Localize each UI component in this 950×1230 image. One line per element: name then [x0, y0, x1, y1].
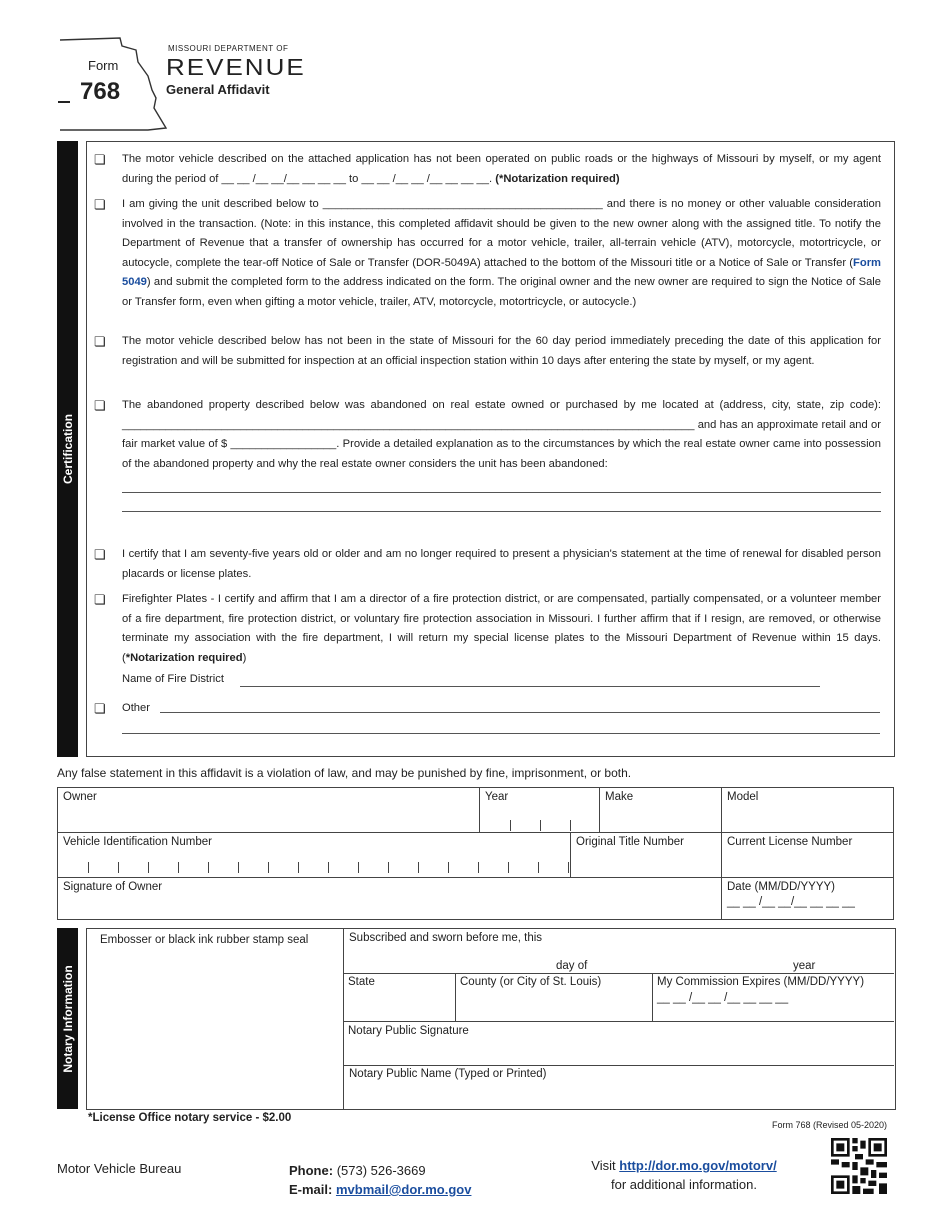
notary-county-field[interactable] [455, 973, 653, 1022]
form-number: 768 [80, 78, 121, 105]
vin-character-divider [508, 862, 509, 873]
contact-info [289, 1161, 471, 1199]
cert-item-other [94, 699, 881, 719]
vin-label: Vehicle Identification Number [63, 836, 212, 848]
notary-name-label: Notary Public Name (Typed or Printed) [349, 1068, 547, 1080]
email-link[interactable]: mvbmail@dor.mo.gov [335, 1182, 472, 1197]
other-line-2[interactable] [122, 733, 880, 734]
checkbox-gift[interactable]: ❏ [94, 197, 106, 212]
other-line-1[interactable] [160, 712, 880, 713]
website-info [584, 1156, 784, 1194]
checkbox-seventy-five[interactable]: ❏ [94, 547, 106, 562]
vin-character-divider [538, 862, 539, 873]
cert-item-not-operated [94, 150, 881, 189]
notary-signature-field[interactable] [343, 1021, 894, 1066]
notarization-required-1: (*Notarization required) [495, 172, 620, 185]
phone-number: (573) 526-3669 [336, 1163, 426, 1178]
year-tick [510, 820, 511, 831]
text-other: Other [122, 702, 150, 714]
year-tick [540, 820, 541, 831]
model-label: Model [727, 791, 759, 803]
text-out-of-state: The motor vehicle described below has not been in the state of Missouri for the 60 day period immediately preceding the date of this application for registration and will be submitted for inspection at an official inspection station within 10 days after entering the state by myself, or my agent. [122, 335, 881, 367]
bureau-name: Motor Vehicle Bureau [57, 1161, 182, 1176]
owner-date-label: Date (MM/DD/YYYY) [727, 881, 835, 893]
notary-service-footnote: *License Office notary service - $2.00 [88, 1112, 292, 1124]
make-field[interactable] [599, 787, 722, 833]
abandoned-explanation-line-1[interactable] [122, 474, 881, 493]
cert-item-out-of-state [94, 332, 881, 371]
owner-date-field[interactable] [721, 877, 894, 920]
vin-character-divider [88, 862, 89, 873]
vin-character-divider [478, 862, 479, 873]
notary-county-label: County (or City of St. Louis) [460, 976, 602, 988]
text-firefighter-close: ) [242, 651, 247, 664]
false-statement-warning: Any false statement in this affidavit is a violation of law, and may be punished by fine, imprisonment, or both. [57, 766, 632, 780]
vin-character-divider [418, 862, 419, 873]
vin-character-divider [148, 862, 149, 873]
text-not-operated: The motor vehicle described on the attached application has not been operated on public roads or the highways of Missouri by myself, or my agent during the period of __ __ /__ __/__ __ __ __ to __ __ /__ __ /__ __ __ __. [122, 153, 881, 185]
commission-field[interactable] [652, 973, 894, 1022]
revenue-logo-text: REVENUE [166, 53, 306, 81]
checkbox-firefighter[interactable]: ❏ [94, 592, 106, 607]
day-of-label: day of [556, 960, 588, 972]
checkbox-abandoned[interactable]: ❏ [94, 398, 106, 413]
license-number-field[interactable] [721, 832, 894, 878]
year-label-notary: year [793, 960, 816, 972]
vin-character-divider [298, 862, 299, 873]
visit-label: Visit [591, 1158, 616, 1173]
qr-code[interactable] [831, 1138, 887, 1194]
department-name: MISSOURI DEPARTMENT OF [168, 44, 289, 53]
year-tick [570, 820, 571, 831]
text-firefighter: Firefighter Plates - I certify and affirm that I am a director of a fire protection district, or are compensated, partially compensated, or a volunteer member of a fire department, fire protection district, or voluntary fire protection association in Missouri. I further affirm that if I resign, are removed, or otherwise terminate my association with the fire department, I will return my special license plates to the Missouri Department of Revenue within 15 days. ( [122, 593, 881, 664]
abandoned-explanation-line-2[interactable] [122, 493, 881, 512]
email-label: E-mail: [289, 1182, 333, 1197]
revision-label: Form 768 (Revised 05-2020) [772, 1120, 888, 1130]
header-dash [58, 101, 70, 103]
text-gift: I am giving the unit described below to _____________________________________________ and there is no money or other valuable consideration involved in the transaction. (Note: in this instance, this completed affidavit should be given to the new owner along with the assigned title. To notify the Department of Revenue that a transfer of ownership has occurred for a motor vehicle, trailer, all-terrain vehicle (ATV), motorcycle, motortricycle, or autocycle, complete the tear-off Notice of Sale or Transfer (DOR-5049A) attached to the bottom of the Missouri title or a Notice of Sale or Transfer ( [122, 198, 881, 269]
cert-item-seventy-five [94, 545, 881, 584]
additional-info-label: for additional information. [611, 1177, 757, 1192]
checkbox-out-of-state[interactable]: ❏ [94, 334, 106, 349]
make-label: Make [605, 791, 634, 803]
notary-sidebar [57, 928, 78, 1109]
owner-signature-label: Signature of Owner [63, 881, 163, 893]
year-label: Year [485, 791, 509, 803]
certification-sidebar [57, 141, 78, 757]
owner-signature-field[interactable] [57, 877, 722, 920]
text-gift-cont: ) and submit the completed form to the address indicated on the form. The original owner and the new owner are required to sign the Notice of Sale or Transfer form, even when gifting a motor vehicle, trailer, ATV, motorcycle, motortricycle, or autocycle.) [122, 276, 881, 308]
owner-label: Owner [63, 791, 97, 803]
checkbox-not-operated[interactable]: ❏ [94, 152, 106, 167]
notary-state-label: State [348, 976, 375, 988]
text-abandoned: The abandoned property described below was abandoned on real estate owned or purchased by me located at (address, city, state, zip code): ____________________________________________________________________________________________ and has an approximate retail and or fair market value of $ _________________. Provide a detailed explanation as to the circumstances by which the real estate owner came into possession of the abandoned property and why the real estate owner considers the unit has been abandoned: [122, 399, 881, 470]
original-title-field[interactable] [570, 832, 722, 878]
fire-district-label: Name of Fire District [122, 673, 224, 685]
checkbox-other[interactable]: ❏ [94, 701, 106, 716]
form-word: Form [88, 58, 119, 73]
phone-label: Phone: [289, 1163, 334, 1178]
certification-label: Certification [60, 413, 75, 485]
vin-character-divider [268, 862, 269, 873]
vin-character-divider [238, 862, 239, 873]
vin-character-divider [568, 862, 569, 873]
commission-blank: __ __ /__ __ /__ __ __ __ [657, 992, 789, 1004]
vin-field[interactable] [57, 832, 571, 878]
form-5049-link[interactable]: Form 5049 [122, 256, 881, 288]
vin-character-divider [358, 862, 359, 873]
form-title: General Affidavit [166, 82, 270, 97]
sworn-label: Subscribed and sworn before me, this [349, 932, 543, 944]
vin-character-divider [328, 862, 329, 873]
notary-signature-label: Notary Public Signature [348, 1025, 469, 1037]
text-seventy-five: I certify that I am seventy-five years old or older and am no longer required to present a physician's statement at the time of renewal for disabled person placards or license plates. [122, 548, 881, 580]
commission-label: My Commission Expires (MM/DD/YYYY) [657, 976, 865, 988]
notary-state-field[interactable] [343, 973, 456, 1022]
vin-character-divider [178, 862, 179, 873]
vin-character-divider [208, 862, 209, 873]
cert-item-abandoned [94, 396, 881, 512]
cert-item-firefighter [94, 590, 881, 668]
notarization-required-2: *Notarization required [125, 651, 243, 664]
cert-item-gift [94, 195, 881, 312]
license-number-label: Current License Number [727, 836, 853, 848]
vin-character-divider [388, 862, 389, 873]
seal-label: Embosser or black ink rubber stamp seal [100, 934, 309, 946]
original-title-label: Original Title Number [576, 836, 685, 848]
vin-character-divider [118, 862, 119, 873]
notary-label: Notary Information [60, 964, 75, 1073]
owner-date-blank: __ __ /__ __/__ __ __ __ [727, 896, 855, 908]
vin-character-divider [448, 862, 449, 873]
model-field[interactable] [721, 787, 894, 833]
owner-field[interactable] [57, 787, 480, 833]
fire-district-line[interactable] [240, 686, 820, 687]
website-link[interactable]: http://dor.mo.gov/motorv/ [619, 1158, 777, 1173]
